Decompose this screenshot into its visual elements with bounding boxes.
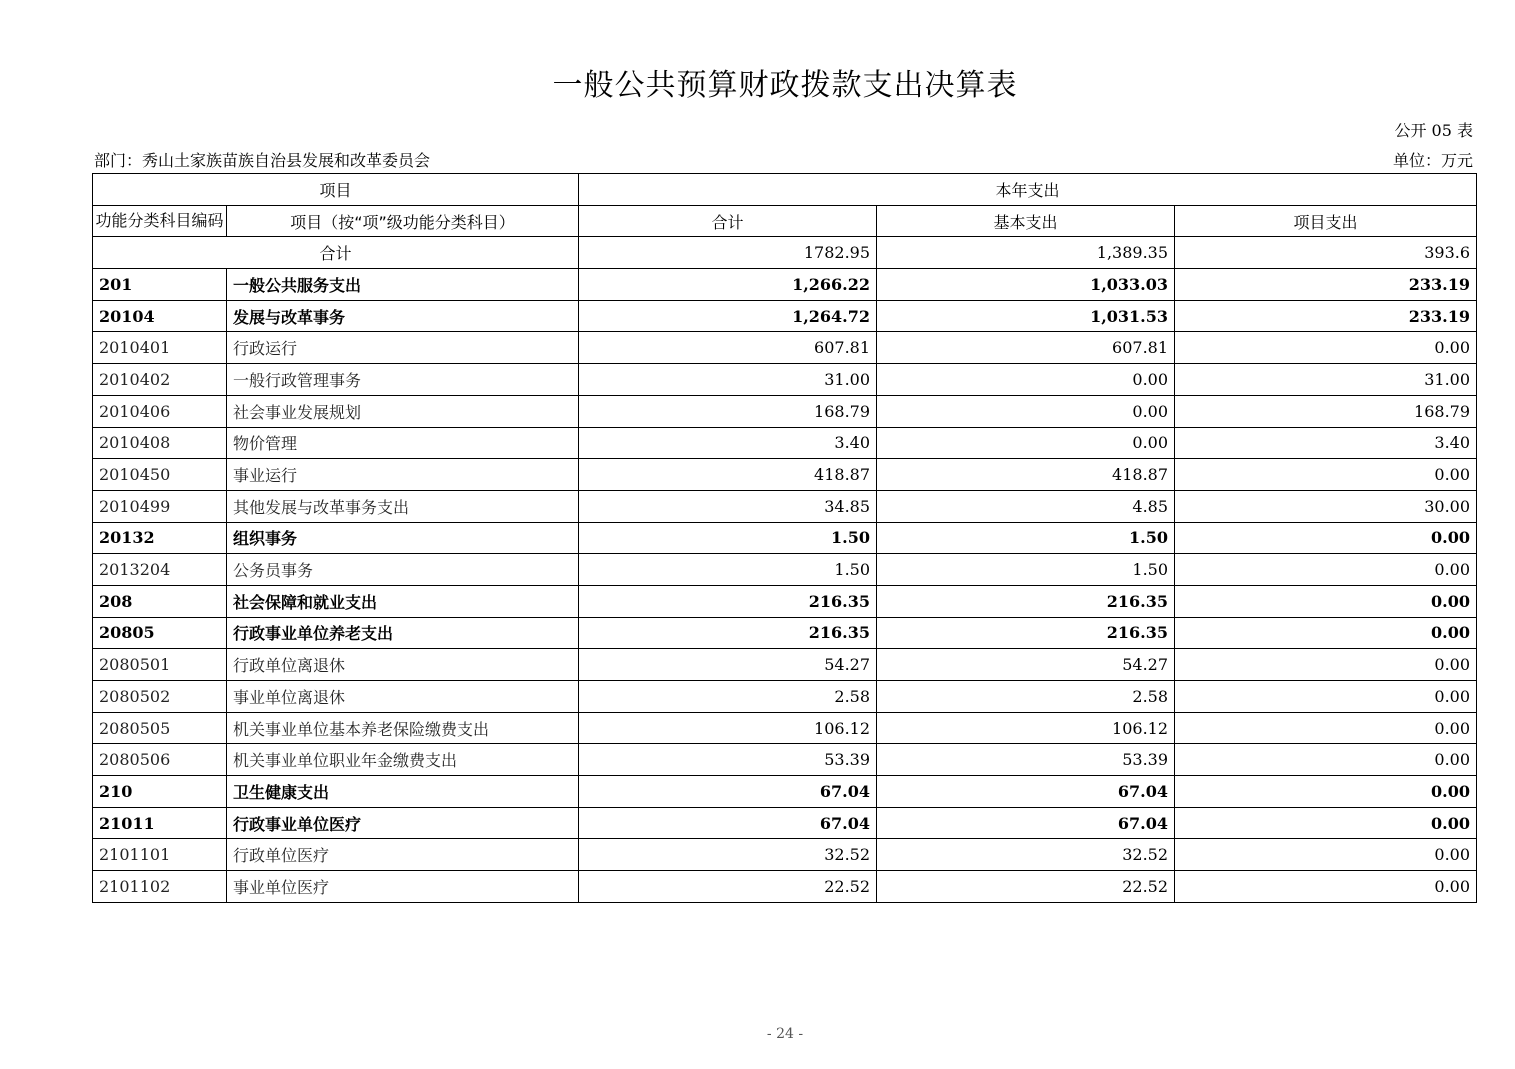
row-code: 2010450 <box>93 459 227 491</box>
row-name: 卫生健康支出 <box>227 776 579 808</box>
table-row <box>93 839 1477 871</box>
row-total: 32.52 <box>579 839 877 871</box>
row-code: 2010408 <box>93 427 227 459</box>
form-id-label: 公开 05 表 <box>1394 121 1473 140</box>
row-basic: 1.50 <box>877 522 1175 554</box>
table-row <box>93 712 1477 744</box>
row-code: 2101101 <box>93 839 227 871</box>
row-project: 0.00 <box>1175 712 1477 744</box>
table-row <box>93 744 1477 776</box>
row-name: 机关事业单位职业年金缴费支出 <box>227 744 579 776</box>
row-basic: 418.87 <box>877 459 1175 491</box>
department-label: 部门：秀山土家族苗族自治县发展和改革委员会 <box>94 151 431 170</box>
row-total: 106.12 <box>579 712 877 744</box>
row-code: 2010401 <box>93 332 227 364</box>
row-total: 53.39 <box>579 744 877 776</box>
row-code: 2080502 <box>93 681 227 713</box>
page-title: 一般公共预算财政拨款支出决算表 <box>552 68 1018 103</box>
row-basic: 22.52 <box>877 871 1175 903</box>
row-basic: 1.50 <box>877 554 1175 586</box>
row-name: 发展与改革事务 <box>227 300 579 332</box>
table-row <box>93 522 1477 554</box>
header-row-top <box>93 174 1477 206</box>
header-item-name: 项目（按“项”级功能分类科目） <box>227 205 579 237</box>
row-project: 0.00 <box>1175 522 1477 554</box>
table-row <box>93 807 1477 839</box>
row-name: 社会事业发展规划 <box>227 395 579 427</box>
row-basic: 216.35 <box>877 585 1175 617</box>
table-row <box>93 269 1477 301</box>
row-total: 3.40 <box>579 427 877 459</box>
row-project: 233.19 <box>1175 269 1477 301</box>
row-project: 31.00 <box>1175 364 1477 396</box>
row-project: 0.00 <box>1175 744 1477 776</box>
row-name: 其他发展与改革事务支出 <box>227 490 579 522</box>
row-code: 2080505 <box>93 712 227 744</box>
row-basic: 106.12 <box>877 712 1175 744</box>
header-project-expense: 项目支出 <box>1175 205 1477 237</box>
row-code: 2010406 <box>93 395 227 427</box>
total-total: 1782.95 <box>579 237 877 269</box>
table-row <box>93 871 1477 903</box>
header-current-year: 本年支出 <box>579 174 1477 206</box>
row-code: 201 <box>93 269 227 301</box>
row-code: 20132 <box>93 522 227 554</box>
row-basic: 0.00 <box>877 395 1175 427</box>
row-name: 公务员事务 <box>227 554 579 586</box>
row-project: 0.00 <box>1175 332 1477 364</box>
total-row <box>93 237 1477 269</box>
row-project: 0.00 <box>1175 649 1477 681</box>
row-total: 31.00 <box>579 364 877 396</box>
unit-label: 单位：万元 <box>1392 151 1473 170</box>
row-total: 2.58 <box>579 681 877 713</box>
total-label: 合计 <box>93 237 579 269</box>
table-row <box>93 364 1477 396</box>
table-row <box>93 554 1477 586</box>
row-basic: 53.39 <box>877 744 1175 776</box>
row-code: 2101102 <box>93 871 227 903</box>
row-project: 0.00 <box>1175 554 1477 586</box>
row-basic: 67.04 <box>877 807 1175 839</box>
row-name: 行政单位离退休 <box>227 649 579 681</box>
page-number: - 24 - <box>766 1026 804 1042</box>
row-total: 216.35 <box>579 585 877 617</box>
row-total: 216.35 <box>579 617 877 649</box>
row-code: 20104 <box>93 300 227 332</box>
row-total: 168.79 <box>579 395 877 427</box>
row-basic: 2.58 <box>877 681 1175 713</box>
row-basic: 32.52 <box>877 839 1175 871</box>
row-code: 2013204 <box>93 554 227 586</box>
table-body <box>93 237 1477 902</box>
row-name: 事业单位医疗 <box>227 871 579 903</box>
header-project: 项目 <box>93 174 579 206</box>
row-project: 0.00 <box>1175 871 1477 903</box>
row-basic: 1,031.53 <box>877 300 1175 332</box>
row-name: 社会保障和就业支出 <box>227 585 579 617</box>
row-code: 2080501 <box>93 649 227 681</box>
header-total: 合计 <box>579 205 877 237</box>
row-name: 行政事业单位养老支出 <box>227 617 579 649</box>
row-project: 3.40 <box>1175 427 1477 459</box>
row-total: 67.04 <box>579 776 877 808</box>
row-name: 行政事业单位医疗 <box>227 807 579 839</box>
row-code: 208 <box>93 585 227 617</box>
row-project: 0.00 <box>1175 681 1477 713</box>
row-total: 607.81 <box>579 332 877 364</box>
table-row <box>93 427 1477 459</box>
table-row <box>93 681 1477 713</box>
row-project: 0.00 <box>1175 585 1477 617</box>
table-row <box>93 459 1477 491</box>
row-project: 30.00 <box>1175 490 1477 522</box>
budget-table <box>92 173 1477 903</box>
row-basic: 67.04 <box>877 776 1175 808</box>
row-total: 1,264.72 <box>579 300 877 332</box>
header-code: 功能分类科目编码 <box>93 205 227 237</box>
row-basic: 0.00 <box>877 427 1175 459</box>
row-total: 67.04 <box>579 807 877 839</box>
row-basic: 0.00 <box>877 364 1175 396</box>
header-row-sub <box>93 205 1477 237</box>
row-code: 20805 <box>93 617 227 649</box>
row-project: 233.19 <box>1175 300 1477 332</box>
row-name: 一般公共服务支出 <box>227 269 579 301</box>
row-basic: 1,033.03 <box>877 269 1175 301</box>
total-project: 393.6 <box>1175 237 1477 269</box>
row-basic: 54.27 <box>877 649 1175 681</box>
row-total: 1.50 <box>579 522 877 554</box>
table-row <box>93 776 1477 808</box>
row-project: 0.00 <box>1175 617 1477 649</box>
table-row <box>93 395 1477 427</box>
row-name: 行政单位医疗 <box>227 839 579 871</box>
row-name: 组织事务 <box>227 522 579 554</box>
table-row <box>93 490 1477 522</box>
row-total: 1,266.22 <box>579 269 877 301</box>
row-code: 210 <box>93 776 227 808</box>
table-row <box>93 585 1477 617</box>
row-total: 418.87 <box>579 459 877 491</box>
row-name: 事业运行 <box>227 459 579 491</box>
row-code: 2010402 <box>93 364 227 396</box>
row-project: 0.00 <box>1175 839 1477 871</box>
row-project: 0.00 <box>1175 776 1477 808</box>
row-name: 行政运行 <box>227 332 579 364</box>
row-basic: 607.81 <box>877 332 1175 364</box>
row-name: 事业单位离退休 <box>227 681 579 713</box>
row-name: 机关事业单位基本养老保险缴费支出 <box>227 712 579 744</box>
row-name: 一般行政管理事务 <box>227 364 579 396</box>
row-code: 2080506 <box>93 744 227 776</box>
row-basic: 4.85 <box>877 490 1175 522</box>
row-project: 0.00 <box>1175 459 1477 491</box>
row-total: 1.50 <box>579 554 877 586</box>
row-code: 2010499 <box>93 490 227 522</box>
row-code: 21011 <box>93 807 227 839</box>
row-total: 54.27 <box>579 649 877 681</box>
row-project: 168.79 <box>1175 395 1477 427</box>
total-basic: 1,389.35 <box>877 237 1175 269</box>
table-row <box>93 617 1477 649</box>
table-row <box>93 300 1477 332</box>
row-basic: 216.35 <box>877 617 1175 649</box>
row-total: 34.85 <box>579 490 877 522</box>
table-row <box>93 649 1477 681</box>
row-name: 物价管理 <box>227 427 579 459</box>
table-row <box>93 332 1477 364</box>
header-basic: 基本支出 <box>877 205 1175 237</box>
row-project: 0.00 <box>1175 807 1477 839</box>
row-total: 22.52 <box>579 871 877 903</box>
